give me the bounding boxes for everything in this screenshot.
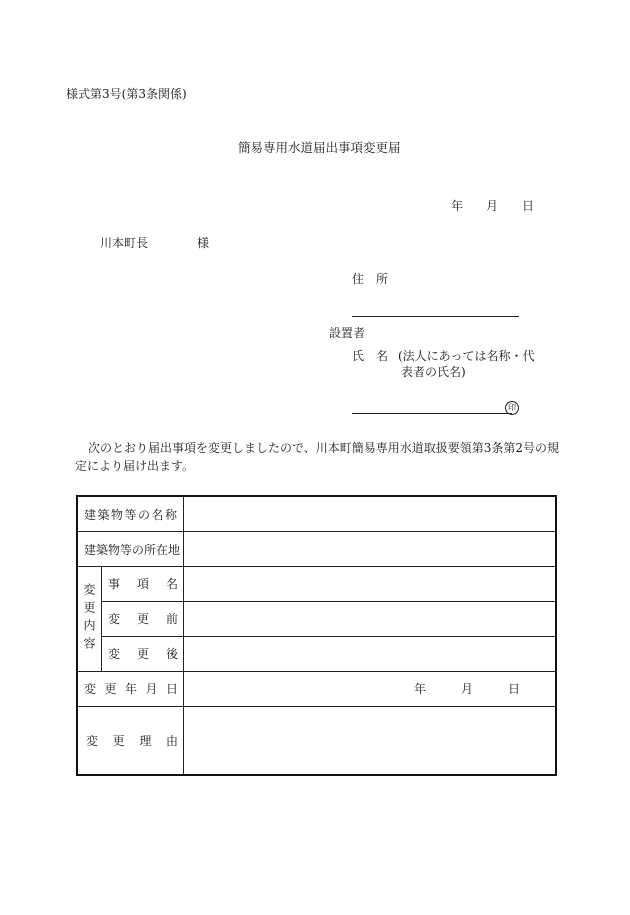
input-building-name[interactable]	[184, 497, 555, 531]
name-label: 氏 名	[352, 349, 389, 363]
label-after-change	[108, 636, 178, 671]
label-change-reason	[86, 706, 178, 774]
label-change-date	[84, 671, 178, 706]
date-day-label: 日	[522, 199, 535, 213]
label-change-date-char: 変	[84, 682, 97, 696]
change-notification-table	[76, 495, 557, 776]
change-date-day: 日	[508, 682, 521, 696]
label-after-change-char: 更	[136, 647, 149, 661]
name-line[interactable]	[352, 413, 512, 414]
addressee-honorific: 様	[197, 236, 210, 250]
label-change-date-char: 月	[145, 682, 158, 696]
input-before-change[interactable]	[184, 602, 555, 636]
form-style-number: 様式第3号(第3条関係)	[66, 87, 187, 101]
label-change-date-char: 日	[165, 682, 178, 696]
address-line[interactable]	[352, 316, 519, 317]
label-change-date-char: 更	[104, 682, 117, 696]
label-building-location: 建築物等の所在地	[84, 542, 181, 557]
label-change-reason-char: 変	[86, 733, 99, 748]
name-note-line2: 表者の氏名)	[401, 365, 466, 379]
input-after-change[interactable]	[184, 637, 555, 671]
date-month-label: 月	[486, 199, 499, 213]
label-before-change-char: 変	[108, 612, 121, 626]
label-after-change-char: 変	[108, 647, 121, 661]
label-before-change	[108, 601, 178, 636]
label-change-reason-char: 理	[139, 733, 152, 748]
input-change-reason[interactable]	[184, 707, 555, 774]
label-change-content: 変更内容	[82, 582, 96, 655]
seal-icon: 印	[505, 401, 519, 415]
date-year-label: 年	[451, 199, 464, 213]
name-note-line1: (法人にあっては名称・代	[398, 349, 535, 363]
form-title: 簡易専用水道届出事項変更届	[238, 140, 401, 155]
label-change-date-char: 年	[124, 682, 137, 696]
label-item-name-char: 事	[108, 577, 121, 591]
label-building-name: 建築物等の名称	[84, 507, 179, 522]
input-building-location[interactable]	[184, 532, 555, 566]
addressee-name: 川本町長	[100, 236, 149, 250]
label-item-name	[108, 566, 178, 601]
address-label: 住 所	[352, 272, 389, 286]
label-after-change-char: 後	[165, 647, 178, 661]
change-date-month: 月	[461, 682, 474, 696]
table-change-content-divider	[101, 566, 102, 671]
label-before-change-char: 更	[136, 612, 149, 626]
label-item-name-char: 名	[165, 577, 178, 591]
body-text-line2: 定により届け出ます。	[75, 459, 195, 473]
input-item-name[interactable]	[184, 567, 555, 601]
label-before-change-char: 前	[165, 612, 178, 626]
label-change-reason-char: 更	[112, 733, 125, 748]
label-item-name-char: 項	[136, 577, 149, 591]
body-text-line1: 次のとおり届出事項を変更しましたので、川本町簡易専用水道取扱要領第3条第2号の規	[88, 441, 560, 455]
change-date-year: 年	[414, 682, 427, 696]
input-change-date[interactable]	[184, 672, 555, 706]
label-change-reason-char: 由	[165, 733, 178, 748]
installer-label: 設置者	[329, 326, 366, 340]
